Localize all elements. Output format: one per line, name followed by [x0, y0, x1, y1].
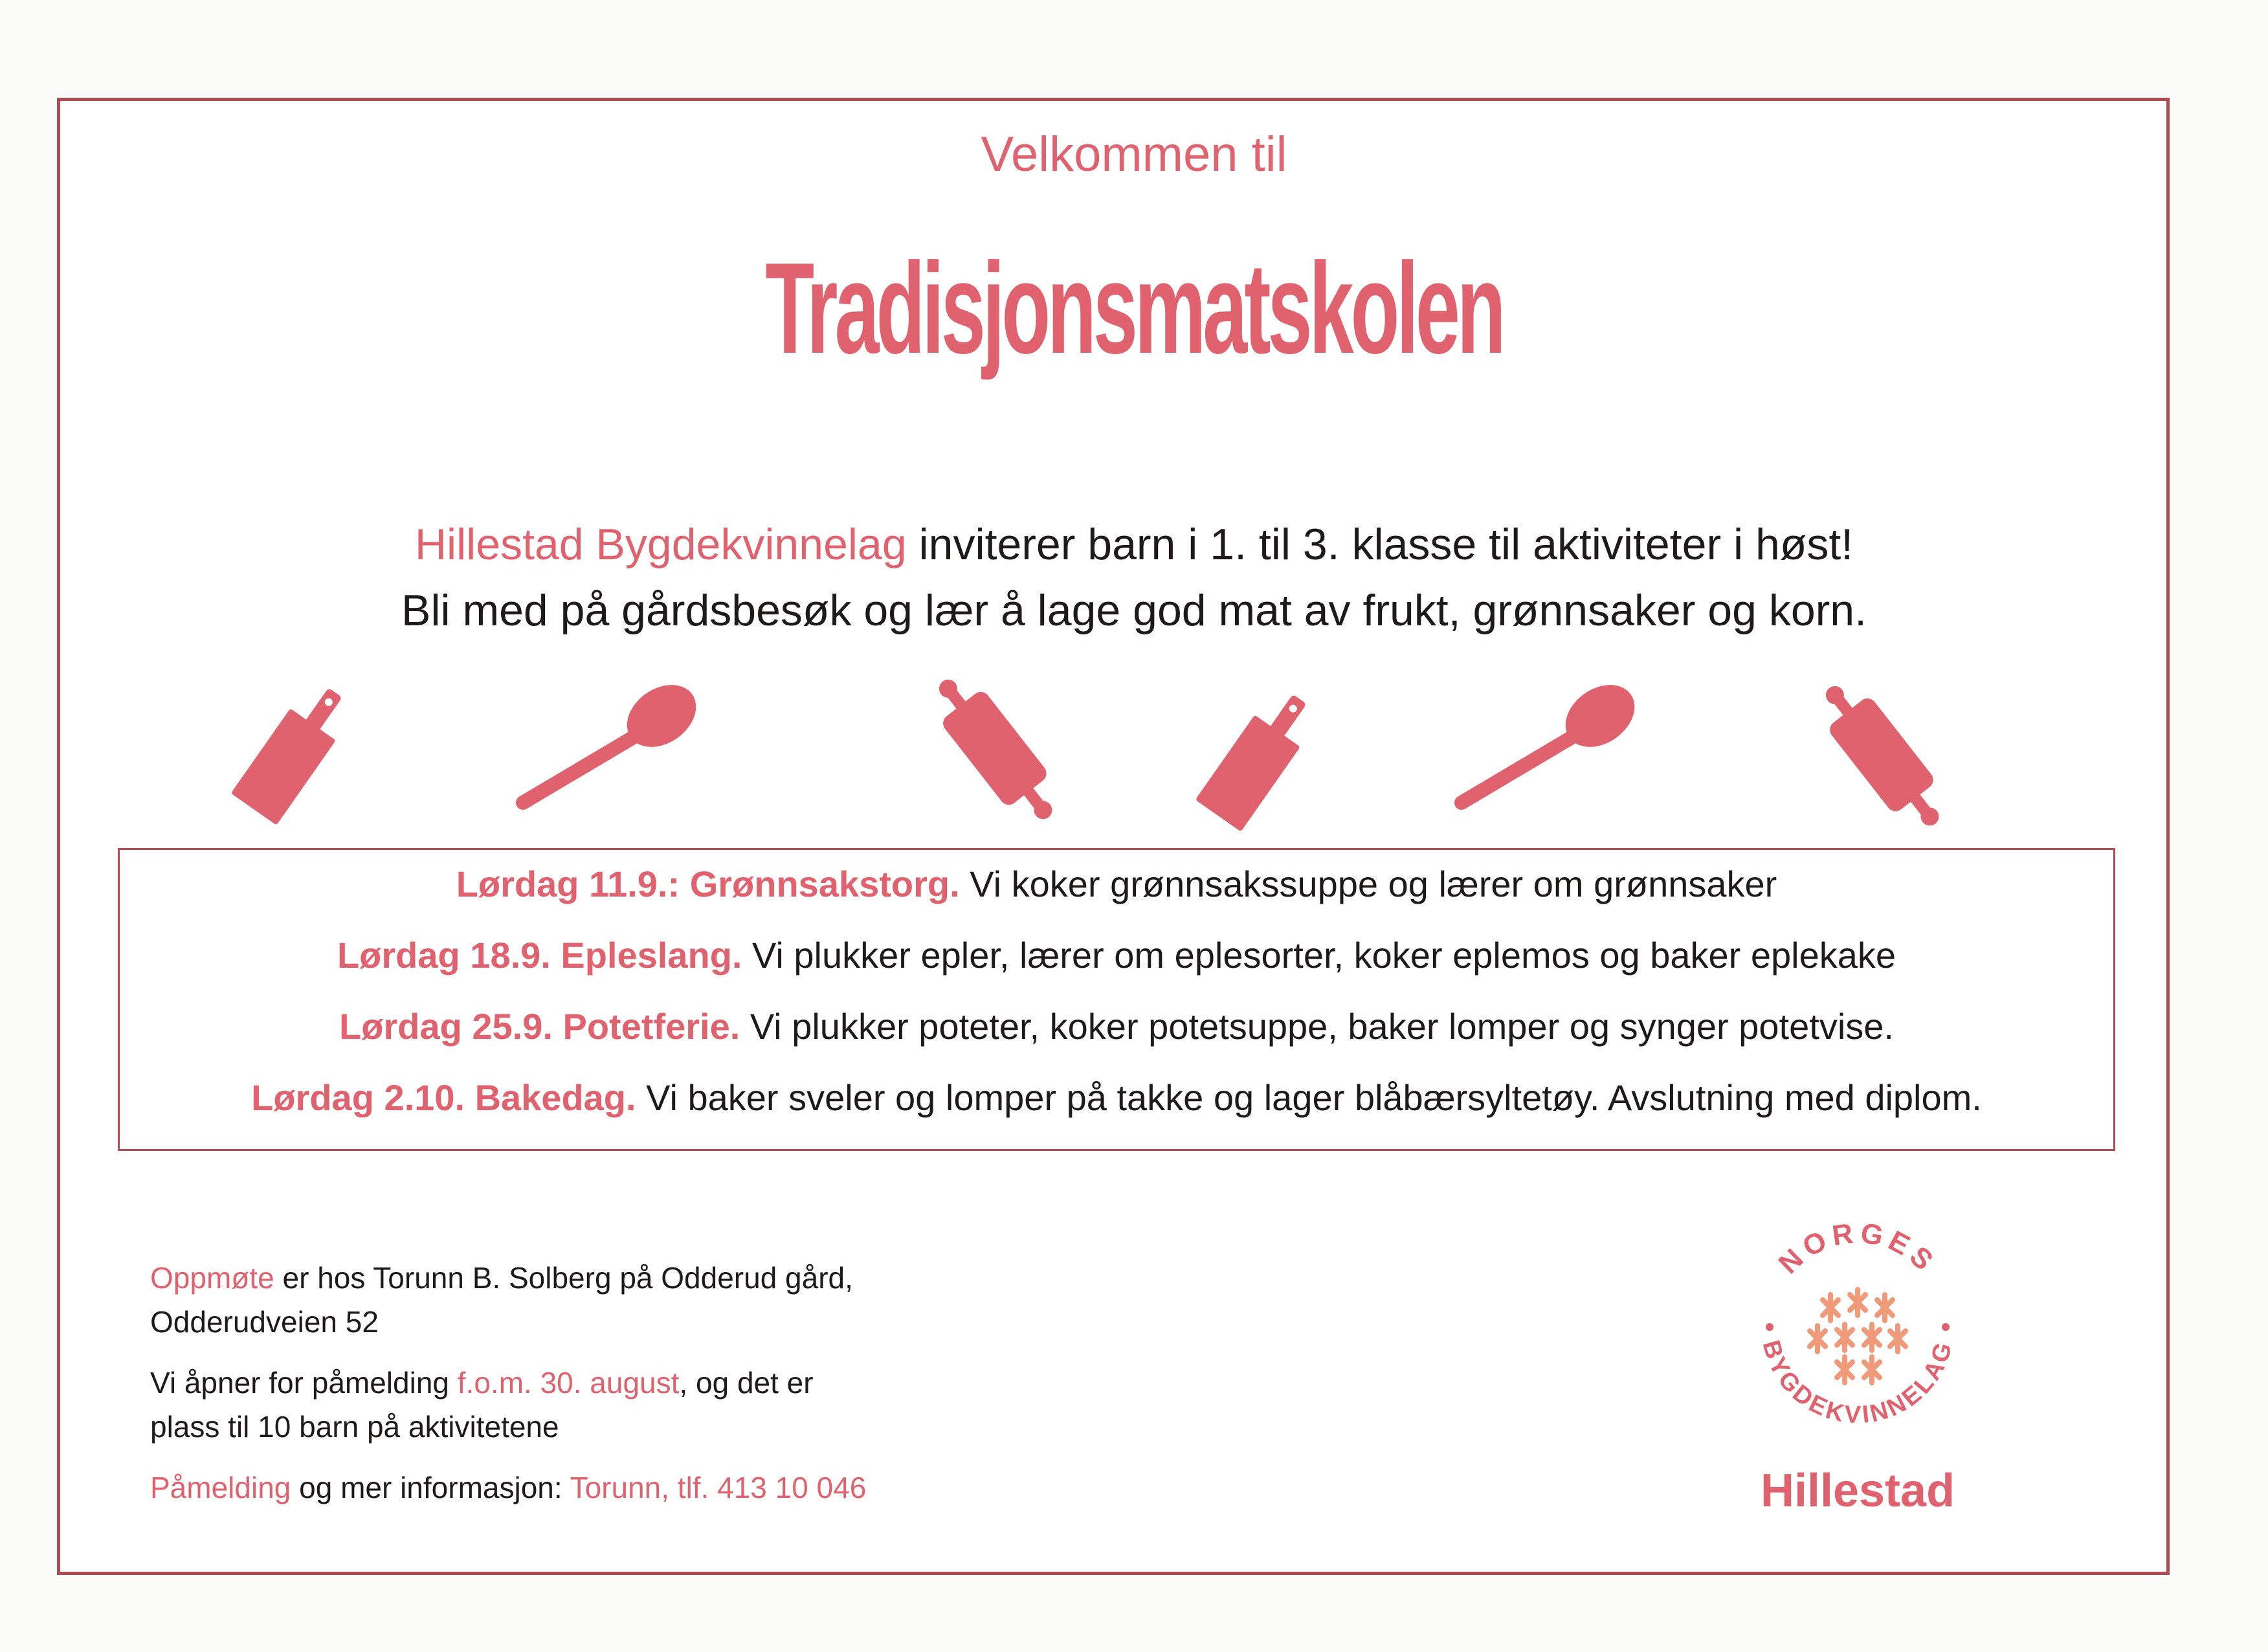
schedule-row	[120, 1005, 2113, 1047]
rolling-pin-icon	[1806, 673, 1961, 842]
meeting-address: Odderudveien 52	[150, 1305, 379, 1339]
meeting-info	[150, 1256, 853, 1344]
logo-figures-icon	[1810, 1289, 1906, 1383]
registration-prefix: Vi åpner for påmelding	[150, 1366, 458, 1400]
bygdekvinnelag-logo	[1748, 1217, 1968, 1437]
schedule-date-title: Lørdag 2.10. Bakedag.	[251, 1077, 636, 1118]
schedule-date-title: Lørdag 18.9. Epleslang.	[337, 935, 742, 976]
intro-line-1-rest: inviterer barn i 1. til 3. klasse til aktiviteter i høst!	[906, 520, 1854, 569]
schedule-date-title: Lørdag 11.9.: Grønnsakstorg.	[456, 864, 960, 904]
meeting-text: er hos Torunn B. Solberg på Odderud gård,	[274, 1261, 853, 1295]
cutting-board-icon	[233, 673, 356, 829]
registration-line-2: plass til 10 barn på aktivitetene	[150, 1410, 559, 1444]
intro-line-2: Bli med på gårdsbesøk og lær å lage god mat av frukt, grønnsaker og korn.	[401, 586, 1867, 635]
contact-value: Torunn, tlf. 413 10 046	[570, 1471, 867, 1504]
schedule-description: Vi plukker epler, lærer om eplesorter, koker eplemos og baker eplekake	[742, 935, 1896, 976]
svg-text:NORGES	[1773, 1217, 1943, 1280]
rolling-pin-icon	[919, 667, 1074, 835]
schedule-date-title: Lørdag 25.9. Potetferie.	[339, 1006, 740, 1047]
svg-text:BYGDEKVINNELAG	[1757, 1337, 1959, 1429]
schedule-description: Vi baker sveler og lomper på takke og lager blåbærsyltetøy. Avslutning med diplom.	[636, 1077, 1982, 1118]
meeting-label: Oppmøte	[150, 1261, 274, 1295]
organization-name: Hillestad Bygdekvinnelag	[414, 520, 907, 569]
poster-title: Tradisjonsmatskolen	[765, 236, 1503, 381]
schedule-row	[120, 1077, 2113, 1119]
contact-text: og mer informasjon:	[291, 1471, 570, 1504]
schedule-box	[118, 848, 2115, 1151]
welcome-heading: Velkommen til	[981, 127, 1287, 182]
registration-suffix: , og det er	[679, 1366, 814, 1400]
logo-ring-bottom-text: BYGDEKVINNELAG	[1757, 1337, 1959, 1429]
logo-place-name: Hillestad	[1760, 1465, 1955, 1517]
schedule-description: Vi plukker poteter, koker potetsuppe, baker lomper og synger potetvise.	[740, 1006, 1894, 1047]
schedule-row	[120, 863, 2113, 905]
intro-line-1	[0, 511, 2268, 577]
registration-date: f.o.m. 30. august	[457, 1366, 680, 1400]
registration-line-1	[150, 1361, 814, 1405]
contact-label: Påmelding	[150, 1471, 291, 1504]
registration-info	[150, 1361, 814, 1449]
contact-info	[150, 1466, 866, 1510]
schedule-description: Vi koker grønnsakssuppe og lærer om grønnsaker	[959, 864, 1777, 904]
logo-ring-top-text: NORGES	[1772, 1217, 1943, 1280]
cutting-board-icon	[1197, 680, 1320, 835]
intro-text	[0, 511, 2268, 643]
schedule-row	[120, 934, 2113, 976]
meeting-line-1	[150, 1256, 853, 1300]
spoon-icon	[511, 673, 718, 816]
spoon-icon	[1450, 673, 1657, 816]
